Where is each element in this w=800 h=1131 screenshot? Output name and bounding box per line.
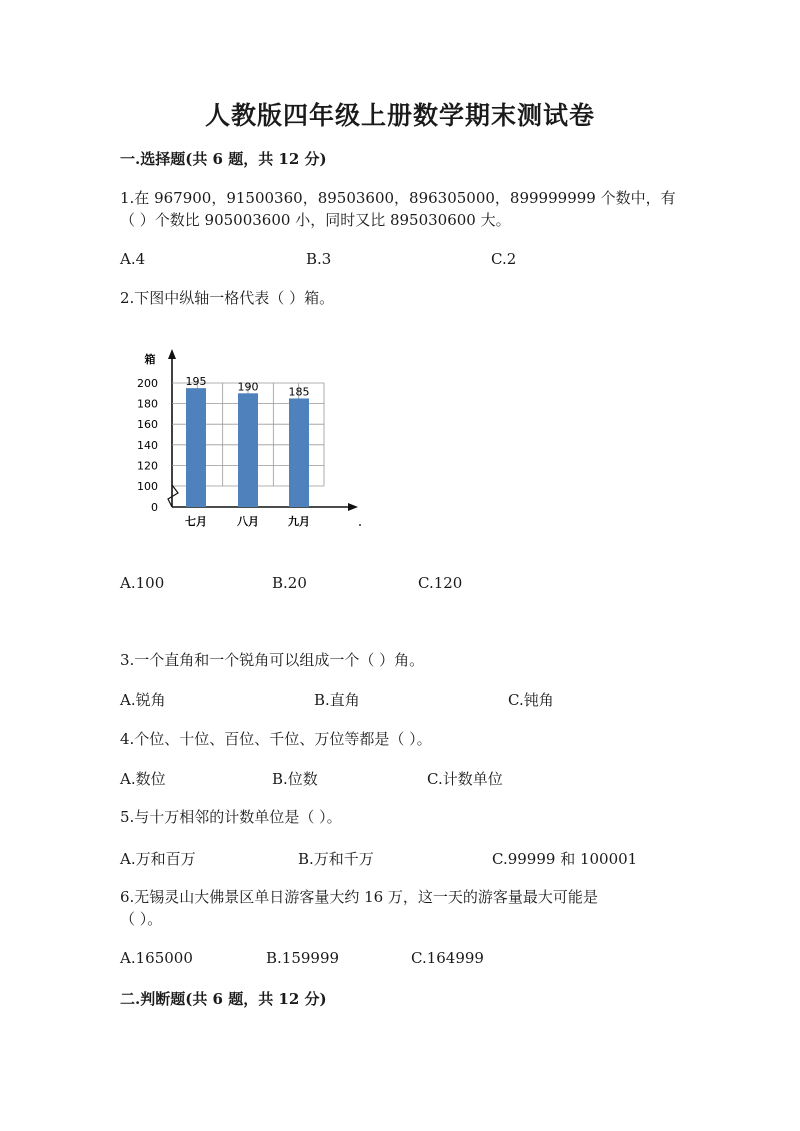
y-tick-label: 0 (151, 501, 158, 514)
y-tick-label: 180 (137, 397, 158, 411)
question-3: 3.一个直角和一个锐角可以组成一个（ ）角。 (120, 651, 425, 669)
q5-option-b: B.万和千万 (298, 850, 374, 868)
bar-chart (120, 335, 380, 545)
y-tick-label: 100 (137, 480, 158, 493)
x-axis-arrow (348, 503, 358, 511)
question-2: 2.下图中纵轴一格代表（ ）箱。 (120, 289, 335, 307)
y-tick-label: 160 (137, 418, 158, 432)
question-6-line1: 6.无锡灵山大佛景区单日游客量大约 16 万，这一天的游客量最大可能是 (120, 888, 598, 906)
q3-option-b: B.直角 (314, 691, 360, 709)
question-4: 4.个位、十位、百位、千位、万位等都是（ ）。 (120, 730, 432, 748)
axis-break-symbol (168, 485, 178, 507)
q1-option-c: C.2 (491, 250, 517, 268)
bar (238, 393, 258, 507)
page-title: 人教版四年级上册数学期末测试卷 (204, 101, 595, 130)
y-tick-label: 140 (137, 438, 158, 452)
y-axis-label: 箱 (144, 353, 156, 366)
q4-option-c: C.计数单位 (427, 770, 503, 788)
q2-option-a: A.100 (120, 574, 165, 592)
x-category-label: 九月 (288, 515, 310, 528)
bar-data-label: 185 (288, 385, 310, 399)
stray-dot (359, 524, 361, 526)
section-heading-judgement: 二.判断题(共 6 题，共 12 分) (120, 990, 327, 1008)
q2-option-b: B.20 (272, 574, 307, 592)
q6-option-b: B.159999 (266, 949, 340, 967)
q1-option-b: B.3 (306, 250, 332, 268)
question-1 (120, 187, 680, 231)
bar-data-label: 195 (185, 375, 207, 389)
y-tick-label: 200 (137, 377, 158, 390)
question-5: 5.与十万相邻的计数单位是（ ）。 (120, 808, 342, 826)
x-category-label: 七月 (185, 515, 207, 528)
section-heading-choice: 一.选择题(共 6 题，共 12 分) (120, 150, 327, 168)
q1-option-a: A.4 (120, 250, 146, 268)
q4-option-b: B.位数 (272, 770, 318, 788)
question-6 (120, 886, 680, 930)
bar (289, 398, 309, 507)
bar-data-label: 190 (237, 380, 259, 394)
x-category-label: 八月 (237, 515, 259, 528)
q5-option-c: C.99999 和 100001 (492, 850, 638, 868)
q3-option-a: A.锐角 (120, 691, 166, 709)
question-1-line1: 1.在 967900，91500360，89503600，896305000，899999999 个数中，有 (120, 189, 676, 207)
bar (186, 388, 206, 507)
q2-option-c: C.120 (418, 574, 463, 592)
y-tick-label: 120 (137, 459, 158, 473)
y-axis-arrow (168, 349, 176, 359)
q4-option-a: A.数位 (120, 770, 166, 788)
question-1-line2: （ ）个数比 905003600 小，同时又比 895030600 大。 (120, 211, 511, 229)
question-6-line2: （ ）。 (120, 910, 163, 928)
q3-option-c: C.钝角 (508, 691, 554, 709)
q6-option-c: C.164999 (411, 949, 484, 967)
q6-option-a: A.165000 (120, 949, 193, 967)
q5-option-a: A.万和百万 (120, 850, 196, 868)
